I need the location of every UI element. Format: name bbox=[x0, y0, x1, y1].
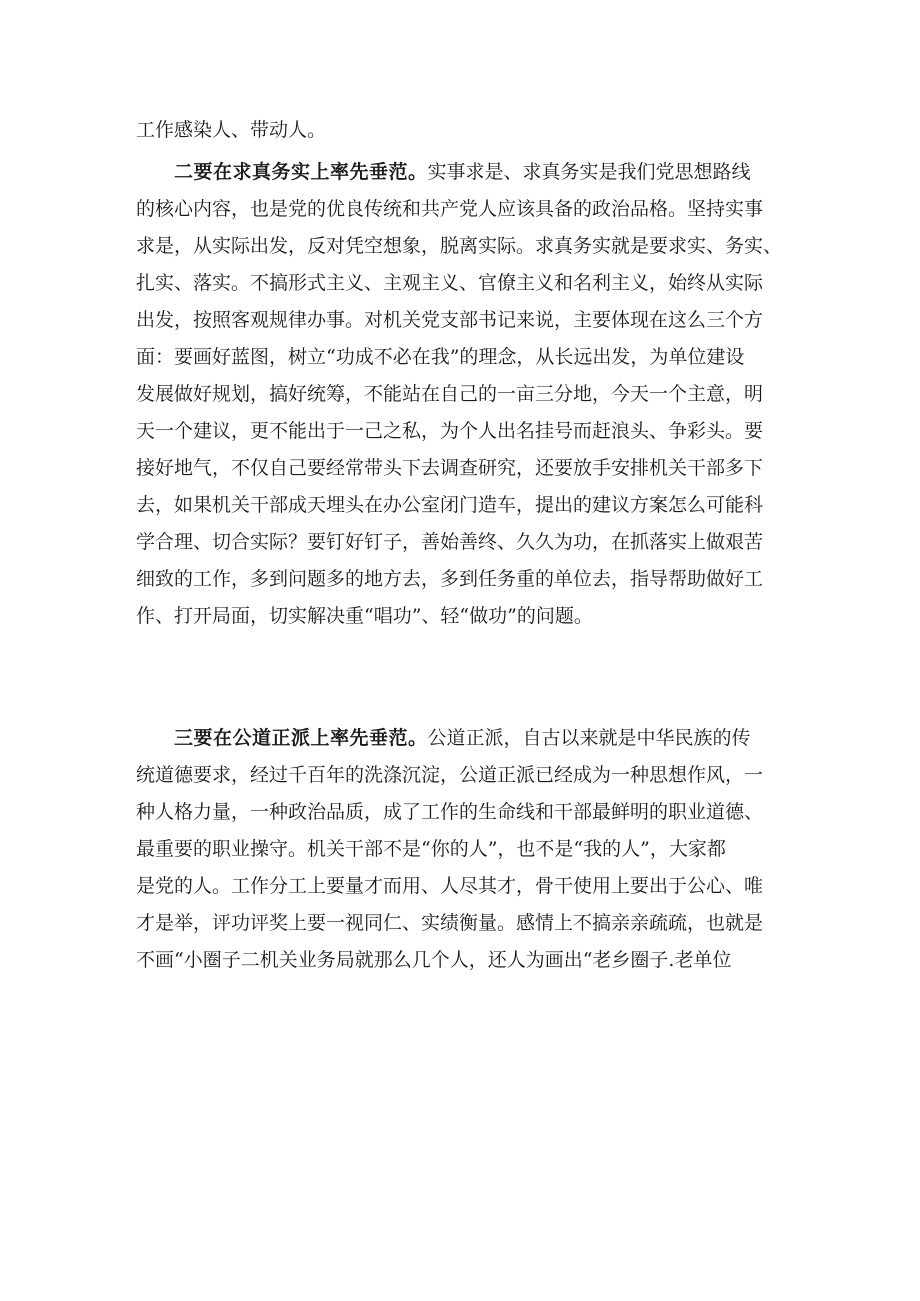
text-line: 是党的人。工作分工上要量才而用、人尽其才，骨干使用上要出于公心、唯 bbox=[136, 875, 764, 897]
text-line: 的核心内容，也是党的优良传统和共产党人应该具备的政治品格。坚持实事 bbox=[136, 198, 764, 220]
paragraph-closing-line bbox=[136, 112, 796, 149]
text-line: 去，如果机关干部成天埋头在办公室闭门造车，提出的建议方案怎么可能科 bbox=[136, 494, 764, 516]
paragraph-first-line bbox=[136, 720, 796, 757]
text-line: 统道德要求，经过千百年的洗涤沉淀，公道正派已经成为一种思想作风，一 bbox=[136, 764, 764, 786]
text-line: 工作感染人、带动人。 bbox=[136, 119, 327, 141]
text-line: 发展做好规划，搞好统筹，不能站在自己的一亩三分地，今天一个主意，明 bbox=[136, 383, 764, 405]
text-line: 作、打开局面，切实解决重“唱功”、轻“做功”的问题。 bbox=[136, 605, 593, 627]
text-line: 细致的工作，多到问题多的地方去，多到任务重的单位去，指导帮助做好工 bbox=[136, 568, 764, 590]
text-line: 才是举，评功评奖上要一视同仁、实绩衡量。感情上不搞亲亲疏疏，也就是 bbox=[136, 912, 764, 934]
text-line: 扎实、落实。不搞形式主义、主观主义、官僚主义和名利主义，始终从实际 bbox=[136, 272, 764, 294]
paragraph-first-line bbox=[136, 154, 796, 191]
text-line: 学合理、切合实际？要钉好钉子，善始善终、久久为功，在抓落实上做艰苦 bbox=[136, 531, 764, 553]
text-line: 最重要的职业操守。机关干部不是“你的人”，也不是“我的人”，大家都 bbox=[136, 838, 726, 860]
text-line: 不画“小圈子二机关业务局就那么几个人，还人为画出“老乡圈子.老单位 bbox=[136, 949, 732, 971]
text-line: 接好地气，不仅自己要经常带头下去调查研究，还要放手安排机关干部多下 bbox=[136, 457, 764, 479]
paragraph-fairness bbox=[136, 720, 796, 979]
paragraph-truth-seeking bbox=[136, 154, 796, 635]
text-line: 出发，按照客观规律办事。对机关党支部书记来说，主要体现在这么三个方 bbox=[136, 309, 764, 331]
text-run: 实事求是、求真务实是我们党思想路线 bbox=[427, 161, 751, 183]
paragraph-heading: 二要在求真务实上率先垂范。 bbox=[174, 161, 428, 183]
text-line: 面：要画好蓝图，树立“功成不必在我”的理念，从长远出发，为单位建设 bbox=[136, 346, 745, 368]
paragraph-heading: 三要在公道正派上率先垂范。 bbox=[174, 727, 428, 749]
text-line: 种人格力量，一种政治品质，成了工作的生命线和干部最鲜明的职业道德、 bbox=[136, 801, 764, 823]
text-line: 天一个建议，更不能出于一己之私，为个人出名挂号而赶浪头、争彩头。要 bbox=[136, 420, 764, 442]
text-line: 求是，从实际出发，反对凭空想象，脱离实际。求真务实就是要求实、务实、 bbox=[136, 235, 783, 257]
text-run: 公道正派，自古以来就是中华民族的传 bbox=[427, 727, 751, 749]
